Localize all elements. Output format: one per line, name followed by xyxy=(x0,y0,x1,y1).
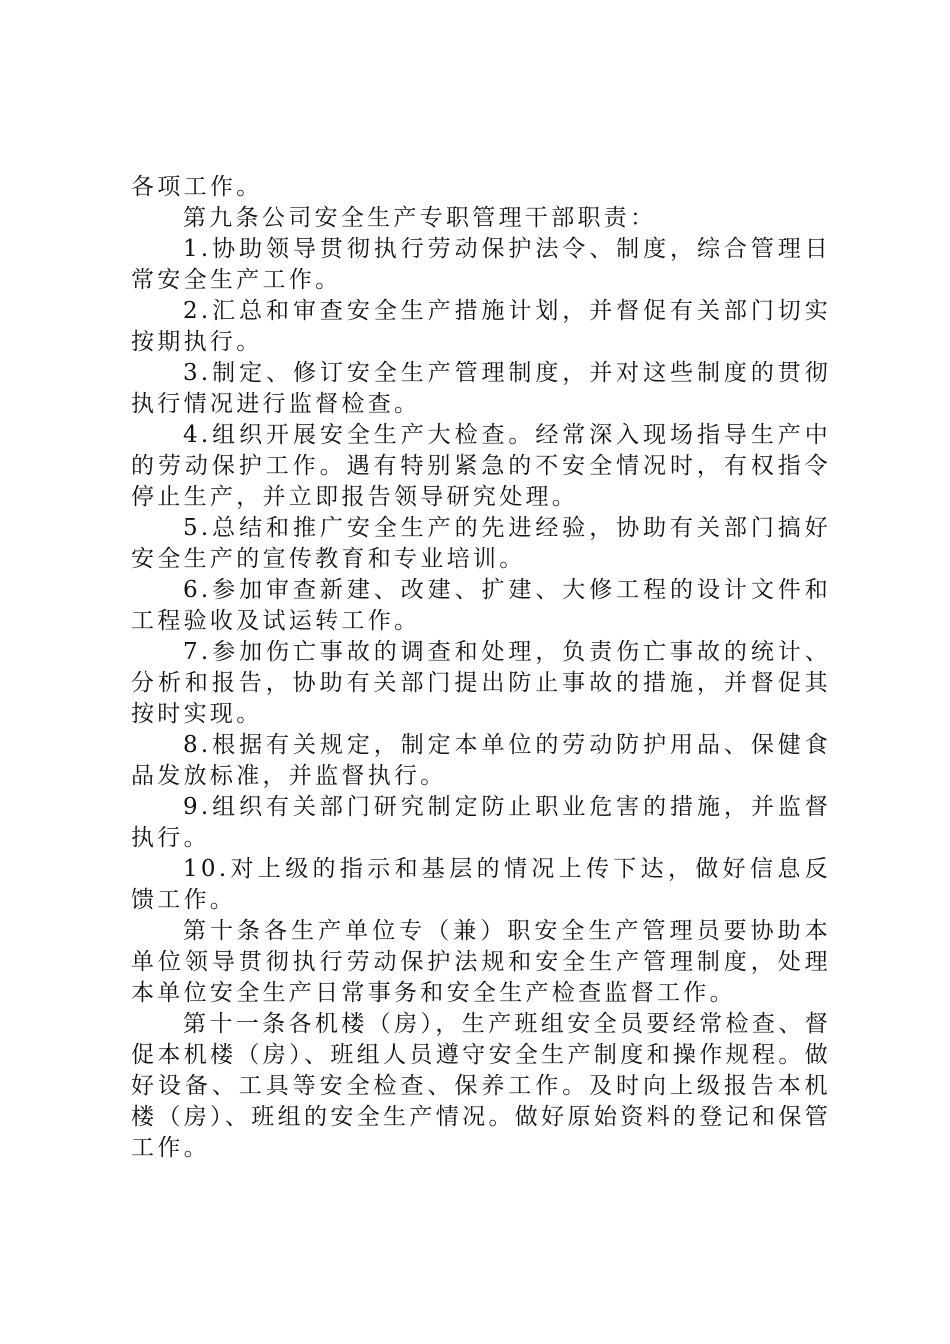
duty-item-6: 6.参加审查新建、改建、扩建、大修工程的设计文件和工程验收及试运转工作。 xyxy=(131,577,831,634)
paragraph-continuation: 各项工作。 xyxy=(131,174,263,200)
article-9-heading: 第九条公司安全生产专职管理干部职责： xyxy=(183,205,657,231)
duty-item-9: 9.组织有关部门研究制定防止职业危害的措施，并监督执行。 xyxy=(131,794,831,851)
document-body xyxy=(131,172,831,1164)
duty-item-4: 4.组织开展安全生产大检查。经常深入现场指导生产中的劳动保护工作。遇有特别紧急的不安全情况时，有权指令停止生产，并立即报告领导研究处理。 xyxy=(131,422,831,510)
duty-item-3: 3.制定、修订安全生产管理制度，并对这些制度的贯彻执行情况进行监督检查。 xyxy=(131,360,831,417)
article-11-paragraph: 第十一条各机楼（房），生产班组安全员要经常检查、督促本机楼（房）、班组人员遵守安全生产制度和操作规程。做好设备、工具等安全检查、保养工作。及时向上级报告本机楼（房）、班组的安全生产情况。做好原始资料的登记和保管工作。 xyxy=(131,1011,831,1161)
duty-item-10: 10.对上级的指示和基层的情况上传下达，做好信息反馈工作。 xyxy=(131,856,831,913)
duty-item-5: 5.总结和推广安全生产的先进经验，协助有关部门搞好安全生产的宣传教育和专业培训。 xyxy=(131,515,831,572)
duty-item-1: 1.协助领导贯彻执行劳动保护法令、制度，综合管理日常安全生产工作。 xyxy=(131,236,831,293)
article-10-paragraph: 第十条各生产单位专（兼）职安全生产管理员要协助本单位领导贯彻执行劳动保护法规和安全生产管理制度，处理本单位安全生产日常事务和安全生产检查监督工作。 xyxy=(131,918,831,1006)
duty-item-7: 7.参加伤亡事故的调查和处理，负责伤亡事故的统计、分析和报告，协助有关部门提出防止事故的措施，并督促其按时实现。 xyxy=(131,639,831,727)
duty-item-2: 2.汇总和审查安全生产措施计划，并督促有关部门切实按期执行。 xyxy=(131,298,831,355)
duty-item-8: 8.根据有关规定，制定本单位的劳动防护用品、保健食品发放标准，并监督执行。 xyxy=(131,732,831,789)
